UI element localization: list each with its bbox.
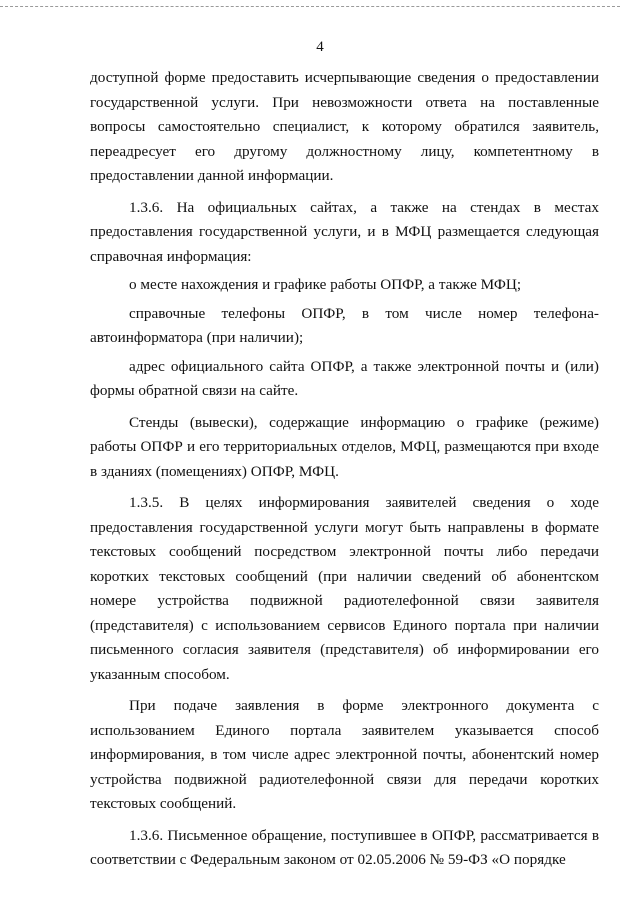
page-number: 4	[316, 39, 324, 55]
paragraph-1-3-6-sites: 1.3.6. На официальных сайтах, а также на стендах в местах предоставления государственной услуги, и в МФЦ размещается следующая справочная информация:	[90, 198, 599, 265]
paragraph-website-address: адрес официального сайта ОПФР, а также электронной почты и (или) формы обратной связи на сайте.	[90, 357, 599, 399]
paragraph-stands: Стенды (вывески), содержащие информацию о графике (режиме) работы ОПФР и его территориальных отделов, МФЦ, размещаются при входе в зданиях (помещениях) ОПФР, МФЦ.	[90, 413, 599, 480]
paragraph-location-schedule: о месте нахождения и графике работы ОПФР, а также МФЦ;	[129, 276, 522, 293]
paragraph-1-3-5-informing: 1.3.5. В целях информирования заявителей сведения о ходе предоставления государственной услуги могут быть направлены в формате текстовых сообщений посредством электронной почты либо передачи коротких текстовых сообщений (при наличии сведений об абонентском номере устройства подвижной радиотелефонной связи заявителя (представителя) с использованием сервисов Единого портала при наличии письменного согласия заявителя (представителя) об информировании его указанным способом.	[90, 494, 599, 683]
paragraph-1-3-6-written-appeal: 1.3.6. Письменное обращение, поступившее в ОПФР, рассматривается в соответствии с Федеральным законом от 02.05.2006 № 59-ФЗ «О порядке	[90, 826, 599, 868]
paragraph-phones: справочные телефоны ОПФР, в том числе номер телефона-автоинформатора (при наличии);	[90, 304, 599, 346]
document-body	[90, 66, 599, 873]
top-dashed-rule	[0, 6, 620, 7]
paragraph-application-filing: При подаче заявления в форме электронного документа с использованием Единого портала заявителем указывается способ информирования, в том числе адрес электронной почты, абонентский номер устройства подвижной радиотелефонной связи для передачи коротких текстовых сообщений.	[90, 697, 599, 812]
paragraph-continuation: доступной форме предоставить исчерпывающие сведения о предоставлении государственной услуги. При невозможности ответа на поставленные вопросы самостоятельно специалист, к которому обратился заявитель, переадресует его другому должностному лицу, компетентному в предоставлении данной информации.	[90, 69, 599, 184]
